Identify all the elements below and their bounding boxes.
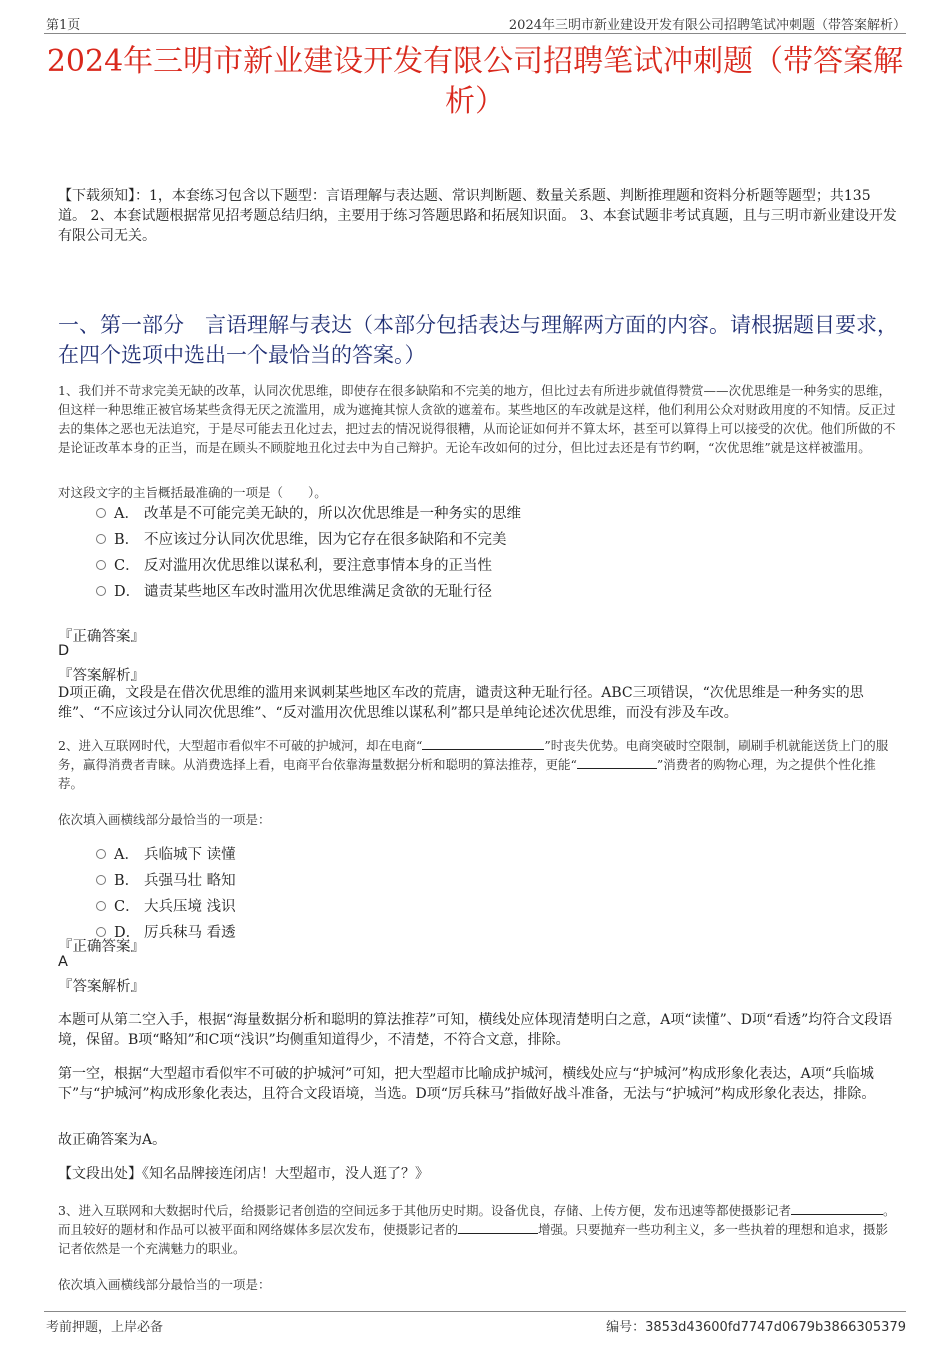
running-header: 2024年三明市新业建设开发有限公司招聘笔试冲刺题（带答案解析） xyxy=(508,18,906,33)
q1-option-b[interactable]: B． 不应该过分认同次优思维，因为它存在很多缺陷和不完美 xyxy=(96,529,507,551)
q2-option-d[interactable]: D． 厉兵秣马 看透 xyxy=(96,922,236,944)
header-rule xyxy=(44,33,906,34)
footer-rule xyxy=(44,1311,906,1312)
document-code: 编号：3853d43600fd7747d0679b3866305379 xyxy=(606,1320,906,1335)
q3-stem: 3、进入互联网和大数据时代后，给摄影记者创造的空间远多于其他历史时期。设备优良，存储、上传方便，发布迅速等都使摄影记者 。而且较好的题材和作品可以被平面和网络媒体多层次发布，使摄影记者的 增强。只要抛弃一些功利主义，多一些执着的理想和追求，摄影记者依然是一个充满魅力的职业。 xyxy=(58,1203,896,1256)
radio-icon[interactable] xyxy=(96,560,106,570)
q1-answer-label: 『正确答案』 xyxy=(58,629,145,645)
q2-option-b[interactable]: B． 兵强马壮 略知 xyxy=(96,870,236,892)
footer-slogan: 考前押题，上岸必备 xyxy=(46,1320,164,1335)
q1-question: 对这段文字的主旨概括最准确的一项是（ ）。 xyxy=(58,485,327,500)
blank-line xyxy=(791,1201,883,1215)
q2-option-c[interactable]: C． 大兵压境 浅识 xyxy=(96,896,236,918)
page-number: 第1页 xyxy=(46,18,81,33)
q1-option-d[interactable]: D． 谴责某些地区车改时滥用次优思维满足贪欲的无耻行径 xyxy=(96,581,492,603)
q1-option-c[interactable]: C． 反对滥用次优思维以谋私利，要注意事情本身的正当性 xyxy=(96,555,492,577)
q2-answer: A xyxy=(58,954,68,970)
q2-analysis-label: 『答案解析』 xyxy=(58,979,145,995)
download-notice: 【下载须知】：1，本套练习包含以下题型：言语理解与表达题、常识判断题、数量关系题、判断推理题和资料分析题等题型；共135道。 2、本套试题根据常见招考题总结归纳，主要用于练习答题思路和拓展知识面。 3、本套试题非考试真题，且与三明市新业建设开发有限公司无关。 xyxy=(58,188,897,244)
q1-stem: 1、我们并不苛求完美无缺的改革，认同次优思维，即使存在很多缺陷和不完美的地方，但比过去有所进步就值得赞赏——次优思维是一种务实的思维，但这样一种思维正被官场某些贪得无厌之流滥用，成为遮掩其惊人贪欲的遮羞布。某些地区的车改就是这样，他们利用公众对财政用度的不知情。反正过去的集体之恶也无法追究，于是尽可能去丑化过去，把过去的情况说得很糟，从而论证如何并不算太坏，甚至可以算得上可以接受的次优。他们所做的不是论证改革本身的正当，而是在顾头不顾腚地丑化过去中为自己辩护。无论车改如何的过分，但比过去还是有节约啊，“次优思维”就是这样被滥用。 xyxy=(58,383,896,455)
q2-analysis-2: 第一空，根据“大型超市看似牢不可破的护城河”可知，把大型超市比喻成护城河，横线处应与“护城河”构成形象化表达，A项“兵临城下”与“护城河”构成形象化表达，且符合文段语境，当选。D项“厉兵秣马”指做好战斗准备，无法与“护城河”构成形象化表达，排除。 xyxy=(58,1066,876,1102)
q1-analysis: D项正确，文段是在借次优思维的滥用来讽刺某些地区车改的荒唐，谴责这种无耻行径。ABC三项错误，“次优思维是一种务实的思维”、“不应该过分认同次优思维”、“反对滥用次优思维以谋私利”都只是单纯论述次优思维，而没有涉及车改。 xyxy=(58,685,864,721)
q2-option-a[interactable]: A． 兵临城下 读懂 xyxy=(96,844,236,866)
radio-icon[interactable] xyxy=(96,875,106,885)
q2-source: 【文段出处】《知名品牌接连闭店！大型超市，没人逛了？》 xyxy=(58,1166,429,1182)
q2-answer-label: 『正确答案』 xyxy=(58,939,145,955)
blank-line xyxy=(458,1220,538,1234)
section-heading: 一、第一部分 言语理解与表达（本部分包括表达与理解两方面的内容。请根据题目要求，在四个选项中选出一个最恰当的答案。） xyxy=(58,313,898,367)
q1-answer: D xyxy=(58,643,70,659)
q2-question: 依次填入画横线部分最恰当的一项是： xyxy=(58,812,271,827)
blank-line xyxy=(422,736,544,750)
radio-icon[interactable] xyxy=(96,534,106,544)
q3-question: 依次填入画横线部分最恰当的一项是： xyxy=(58,1277,271,1292)
blank-line xyxy=(577,755,657,769)
q1-option-a[interactable]: A． 改革是不可能完美无缺的，所以次优思维是一种务实的思维 xyxy=(96,503,521,525)
q2-conclusion: 故正确答案为A。 xyxy=(58,1132,167,1148)
page-title: 2024年三明市新业建设开发有限公司招聘笔试冲刺题（带答案解析） xyxy=(46,44,904,119)
q2-analysis-1: 本题可从第二空入手，根据“海量数据分析和聪明的算法推荐”可知，横线处应体现清楚明白之意，A项“读懂”、D项“看透”均符合文段语境，保留。B项“略知”和C项“浅识”均侧重知道得少，不清楚，不符合文意，排除。 xyxy=(58,1012,893,1048)
radio-icon[interactable] xyxy=(96,586,106,596)
radio-icon[interactable] xyxy=(96,901,106,911)
q2-stem: 2、进入互联网时代，大型超市看似牢不可破的护城河，却在电商“ ”时丧失优势。电商突破时空限制，刷刷手机就能送货上门的服务，赢得消费者青睐。从消费选择上看，电商平台依靠海量数据分析和聪明的算法推荐，更能“ ”消费者的购物心理，为之提供个性化推荐。 xyxy=(58,738,889,791)
q1-analysis-label: 『答案解析』 xyxy=(58,668,145,684)
radio-icon[interactable] xyxy=(96,508,106,518)
radio-icon[interactable] xyxy=(96,849,106,859)
